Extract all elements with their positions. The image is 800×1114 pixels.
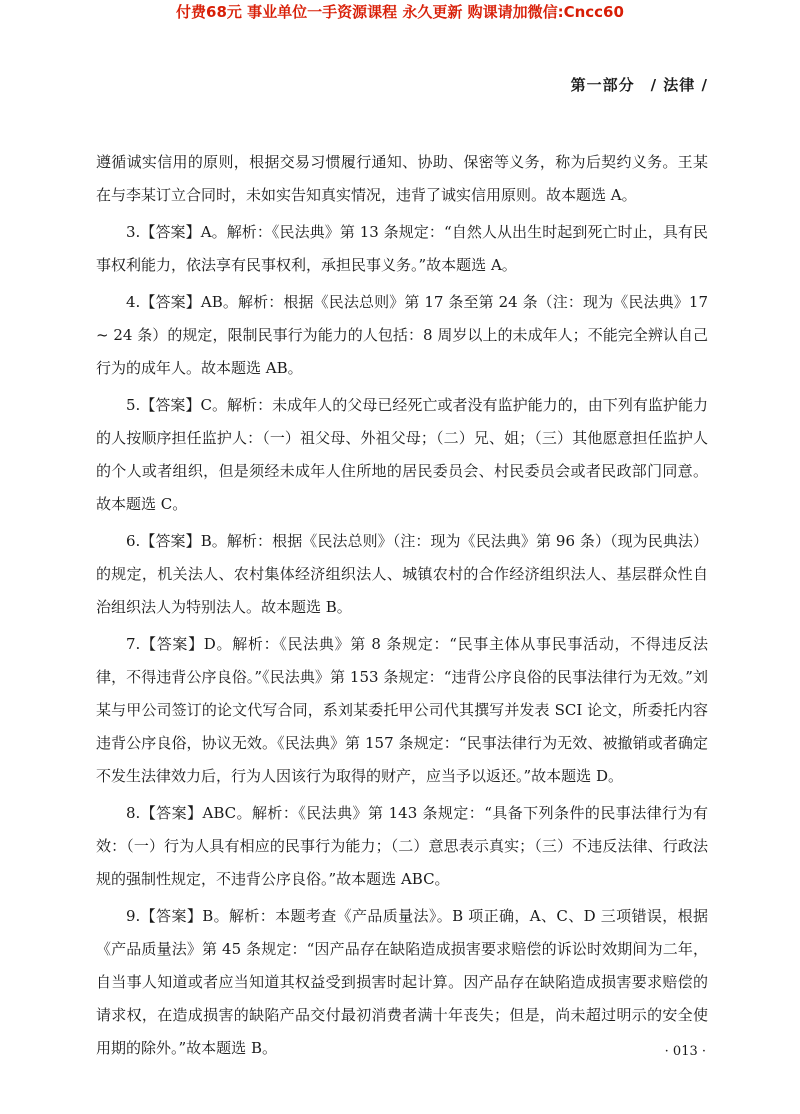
answer-9: 9.【答案】B。解析：本题考查《产品质量法》。B 项正确，A、C、D 三项错误，根据《产品质量法》第 45 条规定：“因产品存在缺陷造成损害要求赔偿的诉讼时效期间为二年，自当事人知道或者应当知道其权益受到损害时起计算。因产品存在缺陷造成损害要求赔偿的请求权，在造成损害的缺陷产品交付最初消费者满十年丧失；但是，尚未超过明示的安全使用期的除外。”故本题选 B。 [96,907,708,1057]
paragraph-continuation: 遵循诚实信用的原则，根据交易习惯履行通知、协助、保密等义务，称为后契约义务。王某在与李某订立合同时，未如实告知真实情况，违背了诚实信用原则。故本题选 A。 [96,153,708,204]
answer-7: 7.【答案】D。解析：《民法典》第 8 条规定：“民事主体从事民事活动，不得违反法律，不得违背公序良俗。”《民法典》第 153 条规定：“违背公序良俗的民事法律行为无效。”刘某与甲公司签订的论文代写合同，系刘某委托甲公司代其撰写并发表 SCI 论文，所委托内容违背公序良俗，协议无效。《民法典》第 157 条规定：“民事法律行为无效、被撤销或者确定不发生法律效力后，行为人因该行为取得的财产，应当予以返还。”故本题选 D。 [96,635,708,785]
promo-banner: 付费68元 事业单位一手资源课程 永久更新 购课请加微信:Cncc60 [176,3,624,21]
page-number: · 013 · [664,1044,706,1059]
answer-3: 3.【答案】A。解析：《民法典》第 13 条规定：“自然人从出生时起到死亡时止，具有民事权利能力，依法享有民事权利，承担民事义务。”故本题选 A。 [96,223,708,274]
answer-4: 4.【答案】AB。解析：根据《民法总则》第 17 条至第 24 条（注：现为《民法典》17 ~ 24 条）的规定，限制民事行为能力的人包括：8 周岁以上的未成年人；不能完全辨认自己行为的成年人。故本题选 AB。 [96,293,708,377]
answer-explanations [96,146,708,1069]
answer-8: 8.【答案】ABC。解析：《民法典》第 143 条规定：“具备下列条件的民事法律行为有效：（一）行为人具有相应的民事行为能力；（二）意思表示真实；（三）不违反法律、行政法规的强制性规定，不违背公序良俗。”故本题选 ABC。 [96,804,708,888]
answer-5: 5.【答案】C。解析：未成年人的父母已经死亡或者没有监护能力的，由下列有监护能力的人按顺序担任监护人：（一）祖父母、外祖父母；（二）兄、姐；（三）其他愿意担任监护人的个人或者组织，但是须经未成年人住所地的居民委员会、村民委员会或者民政部门同意。故本题选 C。 [96,396,708,513]
section-header: 第一部分 / 法律 / [570,76,708,94]
answer-6: 6.【答案】B。解析：根据《民法总则》（注：现为《民法典》第 96 条）（现为民典法）的规定，机关法人、农村集体经济组织法人、城镇农村的合作经济组织法人、基层群众性自治组织法人为特别法人。故本题选 B。 [96,532,708,616]
